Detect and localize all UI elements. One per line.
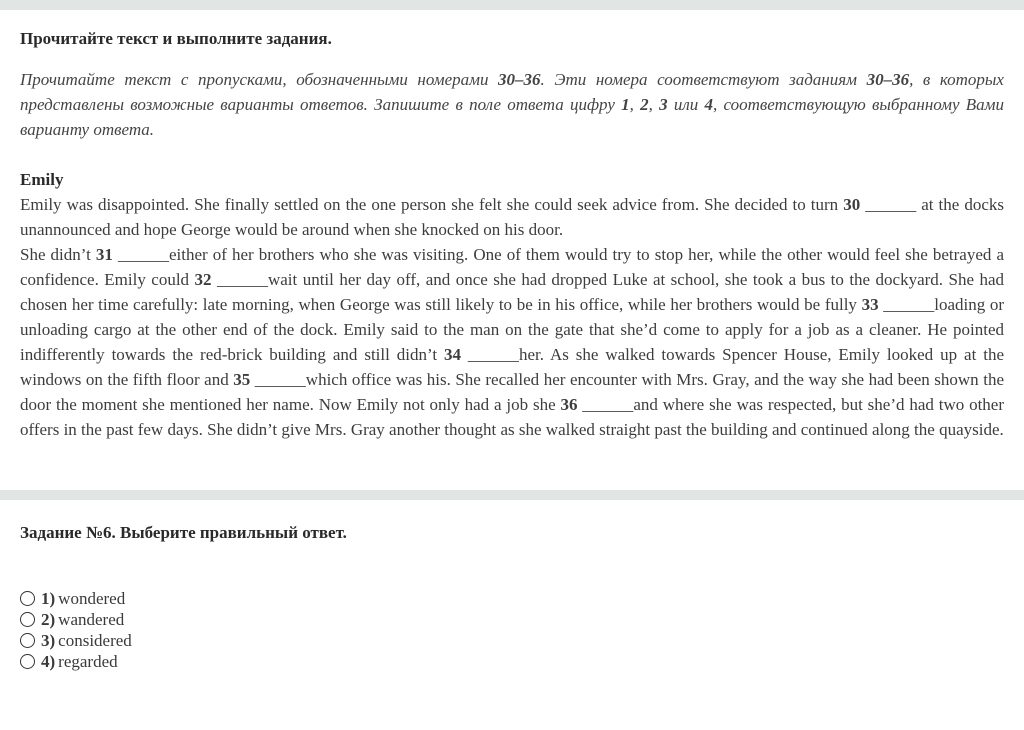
story-text: either of her brothers who she was visiting. One of them would try to stop her, while the other would feel she betrayed a confidence. Emily could <box>20 245 1005 289</box>
answer-option-2[interactable] <box>20 609 1004 630</box>
gap-blank: ______ <box>211 270 268 289</box>
option-number: 1) <box>41 588 56 608</box>
gap-number: 36 <box>560 395 578 414</box>
radio-button[interactable] <box>20 633 35 648</box>
gap-blank: ______ <box>250 370 306 389</box>
gap-number: 35 <box>233 370 251 389</box>
story-text: Emily was disappointed. She finally settled on the one person she felt she could seek advice from. She decided to turn <box>20 195 844 214</box>
intro-text: , соответствующую выбранному Вами варианту ответа. <box>20 95 1005 139</box>
gap-number: 30 <box>843 195 861 214</box>
option-number: 2) <box>41 609 56 629</box>
intro-range: 30–36 <box>866 70 910 89</box>
gap-blank: ______ <box>577 395 634 414</box>
intro-digit: 3 <box>659 95 668 114</box>
gap-number: 34 <box>444 345 461 364</box>
option-text: regarded <box>58 651 118 671</box>
story-text: her. As she walked towards Spencer House, Emily looked up at the windows on the fifth floor and <box>20 345 1004 389</box>
intro-digit: 2 <box>640 95 649 114</box>
gap-blank: ______ <box>461 345 519 364</box>
intro-text: . Эти номера соответствуют заданиям <box>540 70 867 89</box>
story-text: and where she was respected, but she’d had two other offers in the past few days. She didn’t give Mrs. Gray another thought as she walked straight past the building and continued along the quayside. <box>20 395 1004 439</box>
option-text: considered <box>58 630 132 650</box>
gap-number: 33 <box>861 295 879 314</box>
intro-text: или <box>667 95 705 114</box>
option-text: wondered <box>58 588 126 608</box>
story-title: Emily <box>20 170 64 189</box>
intro-text: , в которых представлены возможные варианты ответов. Запишите в поле ответа цифру <box>20 70 1004 114</box>
story-body <box>20 192 1004 442</box>
top-divider <box>0 0 1024 10</box>
option-number: 4) <box>41 651 56 671</box>
gap-blank: ______ <box>878 295 935 314</box>
intro-text: , <box>629 95 641 114</box>
intro-digit: 1 <box>621 95 630 114</box>
option-number: 3) <box>41 630 56 650</box>
answer-option-1[interactable] <box>20 588 1004 609</box>
story-text: wait until her day off, and once she had dropped Luke at school, she took a bus to the dockyard. She had chosen her time carefully: late morning, when George was still likely to be in his office, while her brothers would be fully <box>20 270 1005 314</box>
answer-option-4[interactable] <box>20 651 1004 672</box>
instructions-title: Прочитайте текст и выполните задания. <box>20 29 332 48</box>
radio-button[interactable] <box>20 591 35 606</box>
intro-text: Прочитайте текст с пропусками, обозначенными номерами <box>20 70 499 89</box>
intro-digit: 4 <box>704 95 713 114</box>
gap-number: 31 <box>95 245 113 264</box>
answer-options <box>20 588 1004 672</box>
story-paragraph <box>20 242 1004 442</box>
task-title: Задание №6. Выберите правильный ответ. <box>20 523 347 542</box>
gap-blank: ______ <box>860 195 917 214</box>
story-text: She didn’t <box>20 245 96 264</box>
section-divider <box>0 490 1024 500</box>
answer-option-3[interactable] <box>20 630 1004 651</box>
intro-range: 30–36 <box>498 70 541 89</box>
intro-text: , <box>648 95 660 114</box>
task-section <box>0 500 1024 672</box>
gap-number: 32 <box>194 270 212 289</box>
story-paragraph <box>20 192 1004 242</box>
story-text: at the docks unannounced and hope George would be around when she knocked on his door. <box>20 195 1005 239</box>
instructions-text <box>20 67 1004 142</box>
story-text: which office was his. She recalled her encounter with Mrs. Gray, and the way she had been shown the door the moment she mentioned her name. Now Emily not only had a job she <box>20 370 1004 414</box>
gap-blank: ______ <box>112 245 169 264</box>
story-text: loading or unloading cargo at the other end of the dock. Emily said to the man on the gate that she’d come to apply for a job as a cleaner. He pointed indifferently towards the red-brick building and still didn’t <box>20 295 1005 364</box>
reading-section <box>0 10 1024 442</box>
radio-button[interactable] <box>20 612 35 627</box>
option-text: wandered <box>58 609 125 629</box>
radio-button[interactable] <box>20 654 35 669</box>
